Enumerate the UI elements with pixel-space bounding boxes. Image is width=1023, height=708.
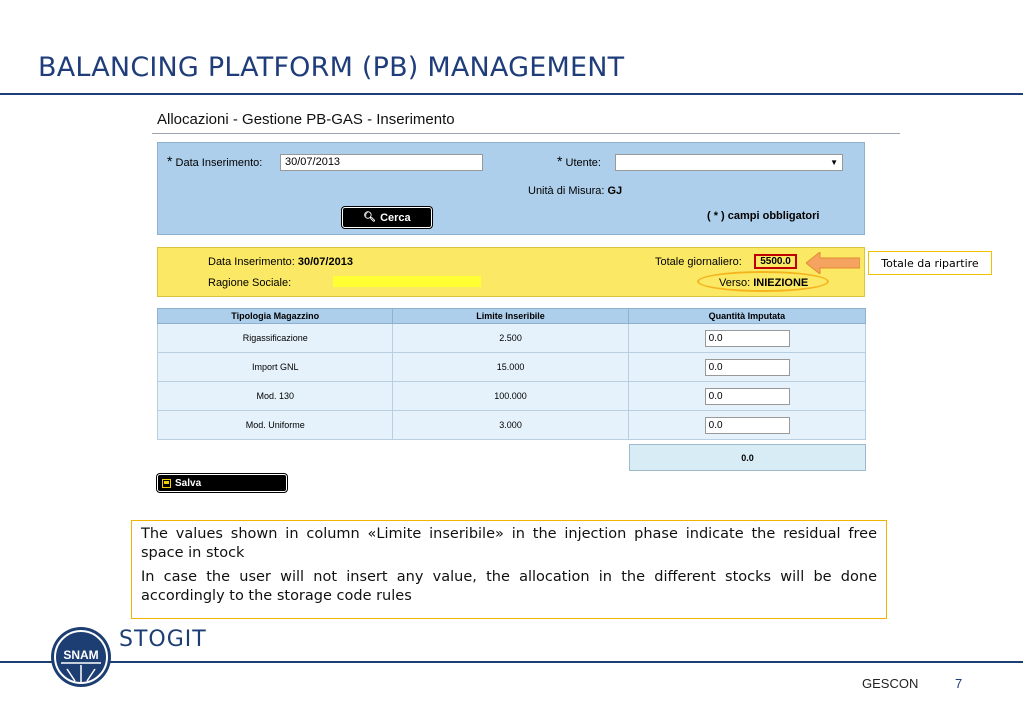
- explanation-note: [131, 520, 887, 619]
- limite-cell: 2.500: [393, 324, 628, 353]
- page-number: 7: [955, 676, 963, 691]
- heading-divider: [152, 133, 900, 134]
- verso-label: Verso:: [719, 277, 751, 289]
- form-heading: Allocazioni - Gestione PB-GAS - Inserimento: [157, 111, 455, 128]
- quantita-input[interactable]: 0.0: [705, 359, 790, 376]
- quantita-cell: [628, 353, 865, 382]
- data-inserimento-label: Data Inserimento:: [175, 157, 263, 169]
- stogit-logo-text: STOGIT: [119, 627, 207, 652]
- unita-value: GJ: [607, 185, 623, 197]
- summary-data-label: Data Inserimento:: [208, 256, 295, 268]
- quantita-cell: [628, 382, 865, 411]
- title-divider: [0, 93, 1023, 95]
- data-inserimento-input[interactable]: 30/07/2013: [280, 154, 483, 171]
- chevron-down-icon: ▼: [830, 158, 838, 167]
- cerca-label: Cerca: [380, 211, 411, 224]
- utente-label-group: [557, 153, 601, 169]
- header-limite: Limite Inseribile: [393, 309, 628, 324]
- utente-select[interactable]: [615, 154, 843, 171]
- verso-highlight-ellipse: [697, 271, 829, 292]
- slide-title: BALANCING PLATFORM (PB) MANAGEMENT: [38, 52, 625, 83]
- note-line-2: In case the user will not insert any value, the allocation in the different stocks will be done accordingly to the storage code rules: [141, 569, 877, 604]
- quantita-input[interactable]: 0.0: [705, 417, 790, 434]
- save-icon: [162, 479, 171, 488]
- snam-logo-icon: [51, 627, 111, 687]
- snam-emblem: [53, 629, 109, 685]
- left-arrow-icon: [806, 252, 860, 274]
- table-row: [158, 324, 866, 353]
- required-asterisk: *: [167, 153, 173, 169]
- required-fields-note: ( * ) campi obbligatori: [707, 210, 820, 222]
- quantita-total: 0.0: [629, 444, 866, 471]
- tipologia-cell: Rigassificazione: [158, 324, 393, 353]
- totale-giornaliero-value: 5500.0: [754, 254, 797, 269]
- limite-cell: 100.000: [393, 382, 628, 411]
- summary-data: [208, 256, 353, 268]
- unita-misura: [528, 185, 622, 197]
- salva-button[interactable]: [157, 474, 287, 492]
- table-row: [158, 382, 866, 411]
- data-inserimento-label-group: [167, 153, 262, 169]
- tipologia-cell: Mod. Uniforme: [158, 411, 393, 440]
- header-tipologia: Tipologia Magazzino: [158, 309, 393, 324]
- ragione-sociale-value: [333, 276, 481, 287]
- summary-data-value: 30/07/2013: [297, 256, 353, 268]
- quantita-input[interactable]: 0.0: [705, 388, 790, 405]
- limite-cell: 15.000: [393, 353, 628, 382]
- ragione-sociale-label: Ragione Sociale:: [208, 277, 292, 289]
- verso-value: INIEZIONE: [753, 277, 809, 289]
- required-asterisk: *: [557, 153, 563, 169]
- footer-label: GESCON: [862, 676, 919, 691]
- svg-text:SNAM: SNAM: [63, 648, 99, 662]
- quantita-cell: [628, 324, 865, 353]
- quantita-input[interactable]: 0.0: [705, 330, 790, 347]
- utente-label: Utente:: [565, 157, 601, 169]
- table-row: [158, 353, 866, 382]
- limite-cell: 3.000: [393, 411, 628, 440]
- table-row: [158, 411, 866, 440]
- footer-divider: [0, 661, 1023, 663]
- tipologia-cell: Import GNL: [158, 353, 393, 382]
- totale-callout: Totale da ripartire: [868, 251, 992, 275]
- table-header-row: [158, 309, 866, 324]
- note-line-1: The values shown in column «Limite inseribile» in the injection phase indicate the residual free space in stock: [141, 526, 877, 561]
- tipologia-cell: Mod. 130: [158, 382, 393, 411]
- allocation-table: [157, 308, 866, 440]
- cerca-button[interactable]: [342, 207, 432, 228]
- header-quantita: Quantità Imputata: [628, 309, 865, 324]
- totale-giornaliero-label: Totale giornaliero:: [655, 256, 742, 268]
- search-icon: 🔍︎: [363, 212, 377, 223]
- salva-label: Salva: [175, 477, 202, 489]
- quantita-cell: [628, 411, 865, 440]
- unita-label: Unità di Misura:: [528, 185, 605, 197]
